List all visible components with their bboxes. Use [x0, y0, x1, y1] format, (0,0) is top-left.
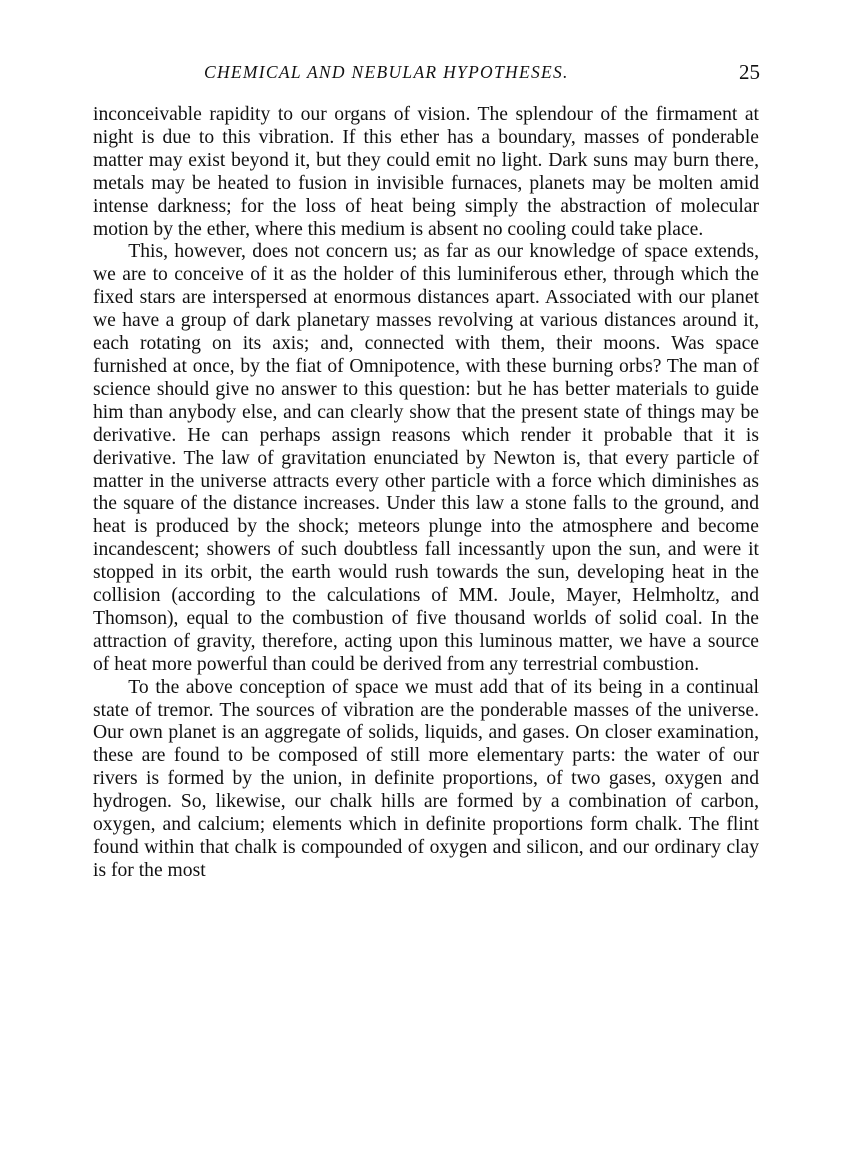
running-title: CHEMICAL AND NEBULAR HYPOTHESES. — [204, 62, 569, 82]
paragraph-1: inconceivable rapidity to our organs of vision. The splendour of the firmament at night is due to this vibration. If this ether has a boundary, masses of ponderable matter may exist beyond it, but they could emit no light. Dark suns may burn there, metals may be heated to fusion in invisible furnaces, planets may be molten amid intense darkness; for the loss of heat being simply the abstraction of molecular motion by the ether, where this medium is absent no cooling could take place. — [93, 104, 759, 240]
body-text — [93, 104, 759, 883]
paragraph-3: To the above conception of space we must add that of its being in a continual state of tremor. The sources of vibration are the ponderable masses of the universe. Our own planet is an aggregate of solids, liquids, and gases. On closer examination, these are found to be composed of still more elementary parts: the water of our rivers is formed by the union, in definite proportions, of two gases, oxygen and hydrogen. So, likewise, our chalk hills are formed by a combination of carbon, oxygen, and calcium; elements which in definite proportions form chalk. The flint found within that chalk is compounded of oxygen and silicon, and our ordinary clay is for the most — [93, 676, 759, 881]
paragraph-2: This, however, does not concern us; as far as our knowledge of space extends, we are to conceive of it as the holder of this luminiferous ether, through which the fixed stars are interspersed at enormous distances apart. Associated with our planet we have a group of dark planetary masses revolving at various distances around it, each rotating on its axis; and, connected with them, their moons. Was space furnished at once, by the fiat of Omnipotence, with these burning orbs? The man of science should give no answer to this question: but he has better materials to guide him than anybody else, and can clearly show that the present state of things may be derivative. He can perhaps assign reasons which render it probable that it is derivative. The law of gravitation enunciated by Newton is, that every particle of matter in the universe attracts every other particle with a force which diminishes as the square of the distance increases. Under this law a stone falls to the ground, and heat is produced by the shock; meteors plunge into the atmosphere and become incandescent; showers of such doubtless fall incessantly upon the sun, and were it stopped in its orbit, the earth would rush towards the sun, developing heat in the collision (according to the calculations of MM. Joule, Mayer, Helmholtz, and Thomson), equal to the combustion of five thousand worlds of solid coal. In the attraction of gravity, therefore, acting upon this luminous matter, we have a source of heat more powerful than could be derived from any terrestrial combustion. — [93, 241, 759, 675]
running-head — [92, 62, 760, 90]
page-number: 25 — [739, 60, 760, 84]
